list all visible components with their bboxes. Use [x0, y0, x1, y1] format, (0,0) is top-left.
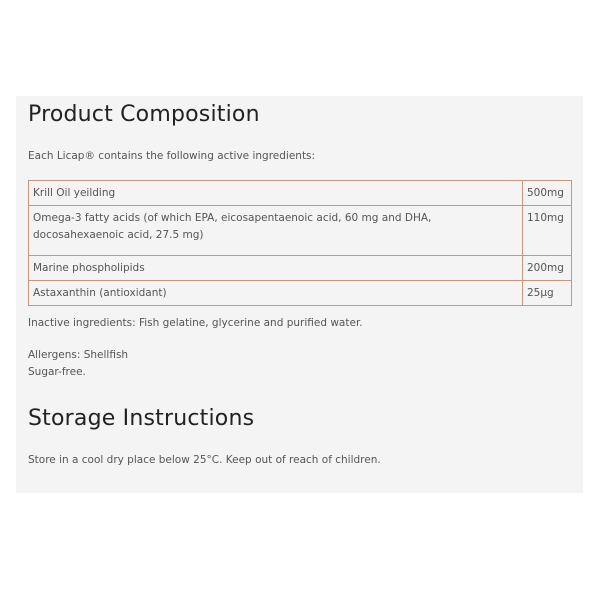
table-row [29, 206, 572, 256]
ingredients-table [28, 180, 572, 306]
ingredient-amount: 25µg [523, 281, 572, 306]
table-row [29, 181, 572, 206]
allergens-text: Allergens: Shellfish [28, 349, 129, 361]
table-row [29, 256, 572, 281]
composition-heading: Product Composition [28, 102, 260, 127]
ingredient-amount: 500mg [523, 181, 572, 206]
ingredient-amount: 200mg [523, 256, 572, 281]
composition-intro: Each Licap® contains the following active ingredients: [28, 150, 316, 162]
table-row [29, 281, 572, 306]
ingredient-name: Marine phospholipids [29, 256, 523, 281]
inactive-ingredients: Inactive ingredients: Fish gelatine, glycerine and purified water. [28, 317, 363, 329]
ingredient-name: Astaxanthin (antioxidant) [29, 281, 523, 306]
sugar-free-text: Sugar-free. [28, 366, 86, 378]
storage-heading: Storage Instructions [28, 406, 255, 431]
ingredient-name-line: docosahexaenoic acid, 27.5 mg) [33, 229, 204, 241]
storage-text: Store in a cool dry place below 25°C. Keep out of reach of children. [28, 454, 381, 466]
ingredient-name: Krill Oil yeilding [29, 181, 523, 206]
ingredient-amount: 110mg [523, 206, 572, 256]
ingredient-name [29, 206, 523, 256]
ingredient-name-line: Omega-3 fatty acids (of which EPA, eicosapentaenoic acid, 60 mg and DHA, [33, 212, 432, 224]
